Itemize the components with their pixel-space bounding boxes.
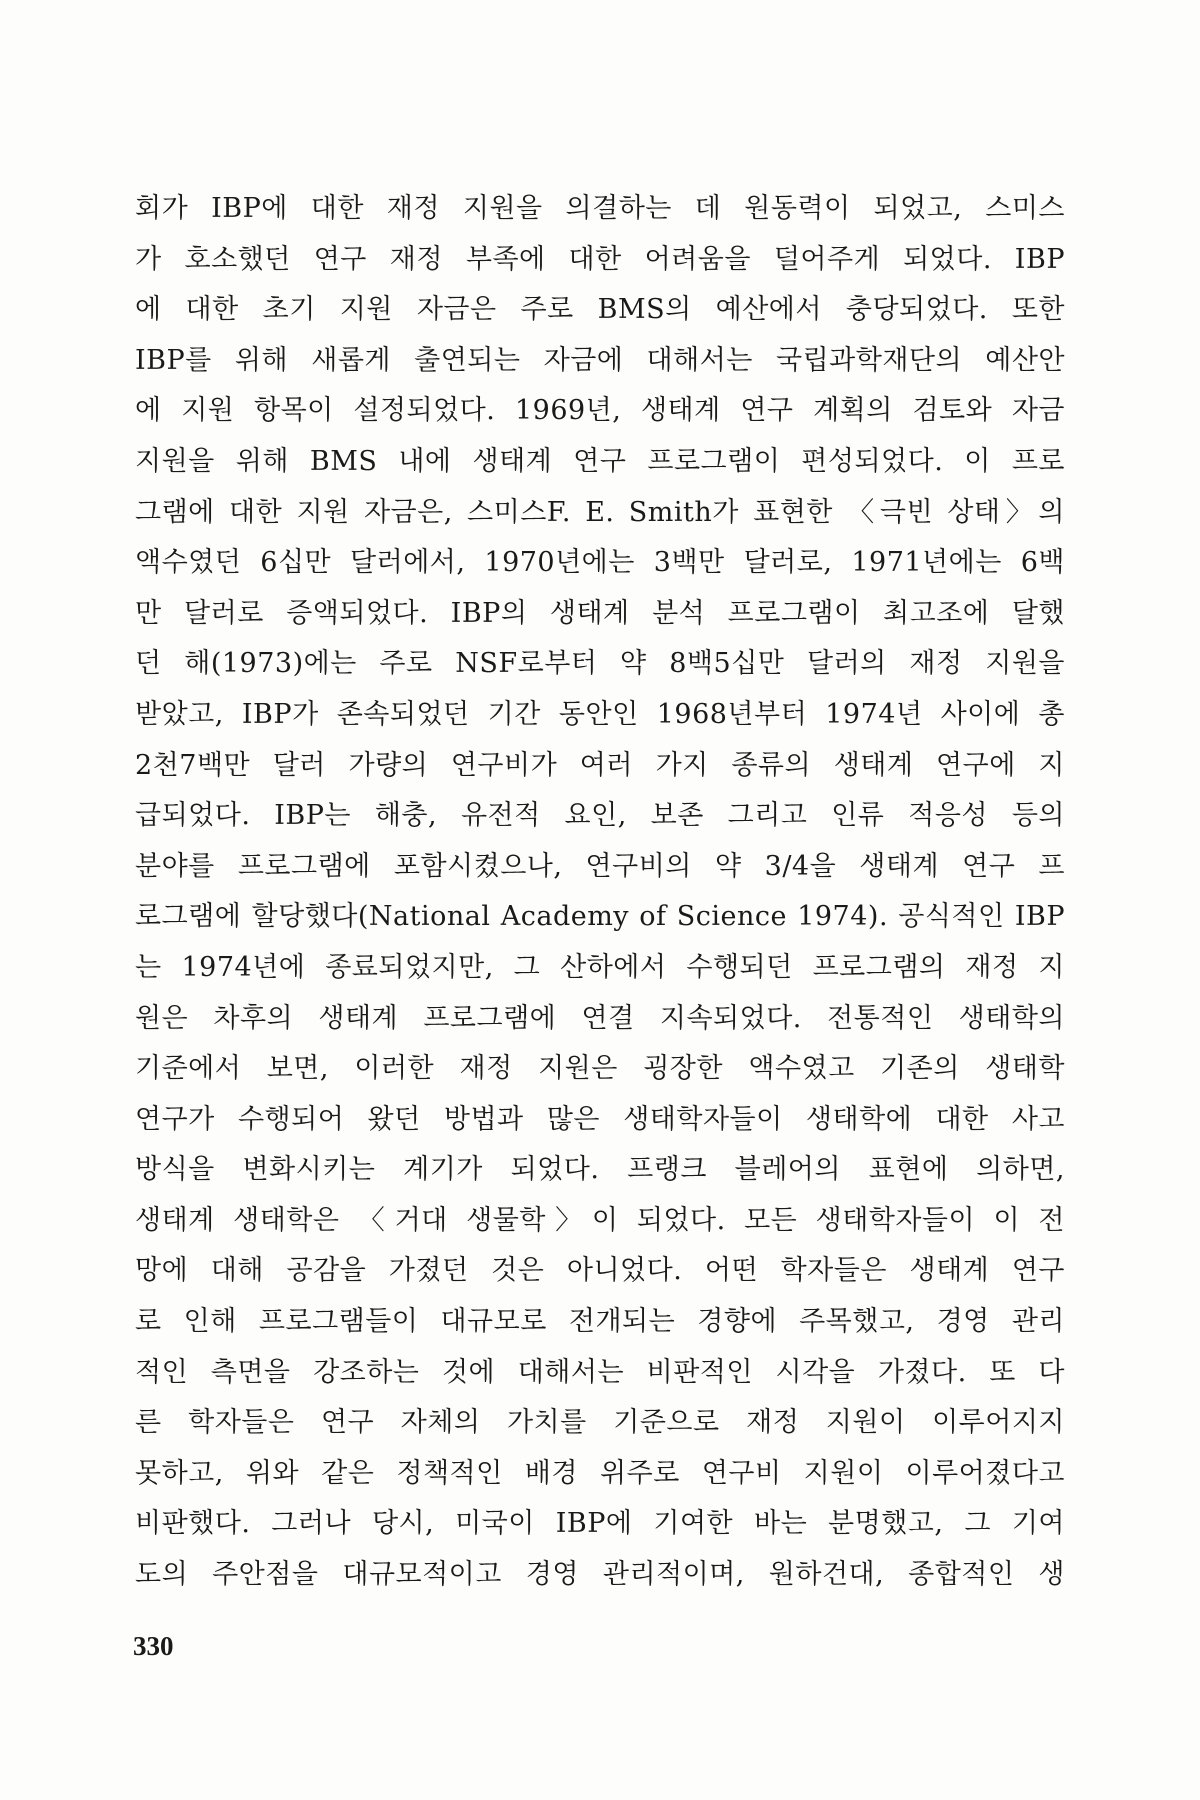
text-line: 생태계 생태학은 〈거대 생물학〉이 되었다. 모든 생태학자들이 이 전: [135, 1204, 1065, 1236]
text-line: 에 대한 초기 지원 자금은 주로 BMS의 예산에서 충당되었다. 또한: [135, 294, 1065, 326]
text-line: 만 달러로 증액되었다. IBP의 생태계 분석 프로그램이 최고조에 달했: [135, 597, 1065, 629]
text-line: 비판했다. 그러나 당시, 미국이 IBP에 기여한 바는 분명했고, 그 기여: [135, 1508, 1065, 1540]
text-line: 가 호소했던 연구 재정 부족에 대한 어려움을 덜어주게 되었다. IBP: [135, 243, 1065, 275]
text-line: 액수였던 6십만 달러에서, 1970년에는 3백만 달러로, 1971년에는 6백: [135, 547, 1065, 579]
text-line: 로그램에 할당했다(National Academy of Science 1974). 공식적인 IBP: [135, 901, 1065, 933]
text-line: 연구가 수행되어 왔던 방법과 많은 생태학자들이 생태학에 대한 사고: [135, 1103, 1065, 1135]
text-line: 방식을 변화시키는 계기가 되었다. 프랭크 블레어의 표현에 의하면,: [135, 1154, 1065, 1186]
text-line: 받았고, IBP가 존속되었던 기간 동안인 1968년부터 1974년 사이에 총: [135, 698, 1065, 730]
text-line: 2천7백만 달러 가량의 연구비가 여러 가지 종류의 생태계 연구에 지: [135, 749, 1065, 781]
text-line: 는 1974년에 종료되었지만, 그 산하에서 수행되던 프로그램의 재정 지: [135, 951, 1065, 983]
text-line: 급되었다. IBP는 해충, 유전적 요인, 보존 그리고 인류 적응성 등의: [135, 800, 1065, 832]
text-line: 지원을 위해 BMS 내에 생태계 연구 프로그램이 편성되었다. 이 프로: [135, 445, 1065, 477]
text-line: 그램에 대한 지원 자금은, 스미스F. E. Smith가 표현한 〈극빈 상태〉의: [135, 496, 1065, 528]
text-line: 기준에서 보면, 이러한 재정 지원은 굉장한 액수였고 기존의 생태학: [135, 1053, 1065, 1085]
body-text: [135, 184, 1065, 1601]
text-line: 분야를 프로그램에 포함시켰으나, 연구비의 약 3/4을 생태계 연구 프: [135, 850, 1065, 882]
page-number: 330: [133, 1631, 174, 1661]
text-line: 회가 IBP에 대한 재정 지원을 의결하는 데 원동력이 되었고, 스미스: [135, 193, 1065, 224]
text-line: 른 학자들은 연구 자체의 가치를 기준으로 재정 지원이 이루어지지: [135, 1407, 1065, 1439]
text-line: 로 인해 프로그램들이 대규모로 전개되는 경향에 주목했고, 경영 관리: [135, 1306, 1065, 1338]
text-line: 에 지원 항목이 설정되었다. 1969년, 생태계 연구 계획의 검토와 자금: [135, 395, 1065, 427]
text-line: IBP를 위해 새롭게 출연되는 자금에 대해서는 국립과학재단의 예산안: [135, 344, 1065, 376]
text-line: 적인 측면을 강조하는 것에 대해서는 비판적인 시각을 가졌다. 또 다: [135, 1356, 1065, 1388]
text-line: 못하고, 위와 같은 정책적인 배경 위주로 연구비 지원이 이루어졌다고: [135, 1457, 1065, 1489]
text-line: 던 해(1973)에는 주로 NSF로부터 약 8백5십만 달러의 재정 지원을: [135, 648, 1065, 680]
text-line: 도의 주안점을 대규모적이고 경영 관리적이며, 원하건대, 종합적인 생: [135, 1559, 1065, 1591]
text-line: 망에 대해 공감을 가졌던 것은 아니었다. 어떤 학자들은 생태계 연구: [135, 1255, 1065, 1287]
text-line: 원은 차후의 생태계 프로그램에 연결 지속되었다. 전통적인 생태학의: [135, 1002, 1065, 1034]
